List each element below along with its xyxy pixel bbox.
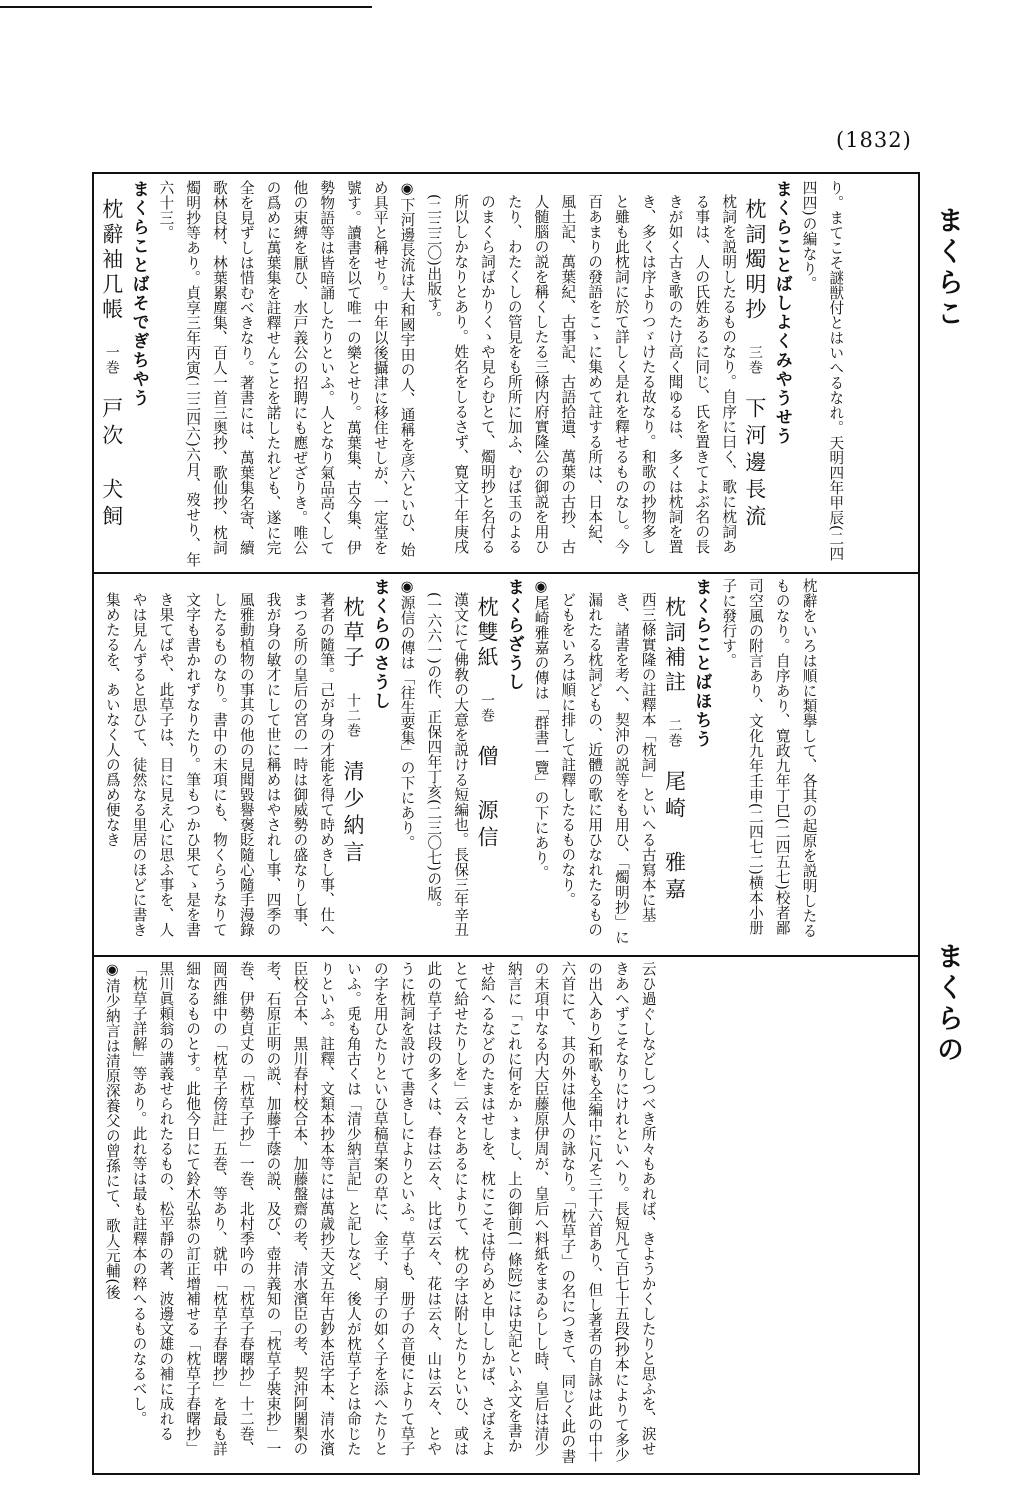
- section-divider-lower: [92, 955, 920, 957]
- entry-title-block: [661, 578, 688, 950]
- entry-author: 下河邊長流: [742, 397, 767, 532]
- top-edge-rule: [0, 6, 372, 8]
- entry-title-block: [741, 180, 768, 568]
- entry-heading-makurakotobahochuu: まくらことばほちう: [691, 578, 712, 749]
- entry-body-continuation: 云ひ過ぐしなどしつべき所々もあれば、きようかくしたりと思ふを、涙せきあへずこそなりにけれといへり。長短凡て百七十五段(抄本によりて多少の出入あり)和歌も全編中に凡そ三十六首あり、但し著者の自詠は此の中十六首にて、其の外は他人の詠なり。「枕草子」の名につきて、同じく此の書の末項中なる内大臣藤原伊周が、皇后へ料紙をまゐらしし時、皇后は清少納言に「これに何をかゝまし、上の御前(一條院)には史記といふ文を書かせ給へるなどのたまはせしを、枕にこそは侍らめと申ししかば、さばえよとて給せたりしを」云々とあるによりて、枕の字は附したりといひ、或は此の草子は段の多くは、春は云々、比ば云々、花は云々、山は云々、とやうに枕詞を設けて書きしによりといふ。草子も、册子の音便によりて草子の字を用ひたりといひ草稿草案の草に、金子、扇子の如く子を添へたりといふ。兎も角古くは「清少納言記」と記しなど、後人が枕草子とは命じたりといふ。註釋、文類本抄本等には萬歳抄天文五年古鈔本活字本、清水濱臣校合本、黒川春村校合本、加藤盤齋の考、清水濱臣の考、契沖阿闍梨の考、石原正明の説、加藤千蔭の説、及び、壺井義知の「枕草子裝束抄」一巻、伊勢貞丈の「枕草子抄」一巻、北村季吟の「枕草子春曙抄」十二巻、岡西維中の「枕草子傍註」五巻、等あり、就中「枕草子春曙抄」を最も詳細なるものとす。此他今日にて鈴木弘恭の訂正增補せる「枕草子春曙抄」黒川眞頼翁の講義せられたるもの、松平靜の著、波邊文雄の補に成れる「枕草子詳解」等あり。此れ等は最も註釋本の粹へるものなるべし。: [130, 961, 657, 1464]
- entry-author-note: ◉下河邊長流は大和國宇田の人、通稱を彦六といひ、始め具平と稱せり。中年以後攝津に移住せしが、一定堂を號す。讀書を以て唯一の樂とせり。萬葉集、古今集、伊勢物語等は皆暗誦したりといふ。人となり氣品高くして他の束縛を厭ひ、水戸義公の招聘にも應ぜざりき。唯公の爲めに萬葉集を註釋せんことを諾したれども、遂に完全を見ずしは惜むべきなり。著書には、萬葉集名寄、續歌林良材、林葉累塵集、百人一首三奥抄、歌仙抄、枕詞燭明抄等あり。貞享三年丙寅(二三四六)六月、歿せり、年六十三。: [157, 180, 416, 568]
- entry-author: 清少納言: [340, 760, 365, 868]
- entry-author: 尾崎 雅嘉: [662, 770, 687, 905]
- middle-text-column: [98, 578, 822, 950]
- entry-volumes: 一巻: [103, 345, 120, 375]
- entry-body: 枕詞を説明したるものなり。自序に曰く、歌に枕詞ある事は、人の氏姓あるに同じ、氏を置きてよぶ名の長きが如く古き歌のたけ高く聞ゆるは、多くは枕詞を置き、多くは序よりつゞけたる故なり。和歌の抄物多しと雖も此枕詞に於て詳しく是れを釋せるものなし。今百あまりの發語をこゝに集めて註する所は、日本紀、風土記、萬葉紀、古事記、古語拾遺、萬葉の古抄、古人髄腦の説を稱くしたる三條内府實隆公の御説を用ひたり、わたくしの管見をも所所に加ふ、むば玉のよるのまくら詞ばかりくゝや見らむとて、燭明抄と名付る所以しかなりとあり。姓名をしるさず、寛文十年庚戌(二三三〇)出版す。: [425, 194, 738, 554]
- entry-title: 枕詞燭明抄: [742, 198, 767, 323]
- bottom-section: [98, 961, 914, 1467]
- entry-volumes: 十二巻: [344, 693, 361, 738]
- bottom-text-column: [98, 961, 661, 1467]
- entry-body: 漢文にて佛敎の大意を説ける短編也。長保三年辛丑(一六六一)の作、正保四年丁亥(二三〇七)の版。: [425, 592, 470, 937]
- entry-heading-makuranosoushi: まくらのさうし: [369, 578, 390, 711]
- entry-heading-makurakotobasodekichou: まくらことばそでぎちやう: [128, 180, 149, 408]
- entry-author-note: ◉尾崎雅嘉の傳は「群書一覽」の下にあり。: [532, 578, 550, 881]
- entry-author: 戸次 犬飼: [99, 397, 124, 532]
- entry-title-block: [473, 578, 500, 950]
- entry-heading-makurazoushi: まくらざうし: [503, 578, 524, 692]
- running-headword-top: まくらこ: [932, 206, 963, 330]
- entry-volumes: 一巻: [478, 693, 495, 723]
- entry-author-note: ◉源信の傳は「往生要集」の下にあり。: [398, 578, 416, 851]
- running-headword-bottom: まくらの: [932, 942, 963, 1066]
- entry-title: 枕辭袖几帳: [99, 198, 124, 323]
- top-prev-entry-tail: り。まてこそ謎獣付とはいへるなれ。天明四年甲辰(二四四四)の編なり。: [800, 180, 845, 562]
- entry-heading-makurakotobashoumeishou: まくらことばしよくみやうせう: [771, 180, 792, 446]
- entry-title: 枕草子: [340, 596, 365, 671]
- middle-prev-entry-tail: 枕辭をいろは順に類擧して、各其の起原を説明したるものなり。自序あり、寛政九年丁巳(二四五七)校者鄙司空風の附言あり、文化九年壬申(二四七二)横本小册子に發行す。: [720, 578, 818, 938]
- entry-title: 枕詞補註: [662, 596, 687, 696]
- entry-title-block: [339, 578, 366, 950]
- entry-title: 枕雙紙: [474, 596, 499, 671]
- middle-section: [98, 578, 914, 950]
- top-section: [98, 180, 914, 568]
- entry-author-note: ◉清少納言は清原深養父の曾孫にて、歌人元輔(後: [103, 961, 121, 1300]
- section-divider-upper: [92, 572, 920, 574]
- entry-body: 西三條實隆の註釋本「枕詞」といへる古寫本に基き、諸書を考へ、契沖の説等をも用ひ、「燭明抄」に漏れたる枕詞どもの、近體の歌に用ひなれたるものどもをいろは順に排して註釋したるものなり。: [559, 592, 657, 945]
- entry-author: 僧 源信: [474, 745, 499, 853]
- entry-title-block: [98, 180, 125, 568]
- top-text-column: [98, 180, 848, 568]
- entry-volumes: 三巻: [746, 345, 763, 375]
- page-number: (1832): [836, 128, 912, 152]
- entry-body: 著者の隨筆。己が身の才能を得て時めきし事、仕へまつる所の皇后の宮の一時は御威勢の盛なりし事、我が身の敏才にして世に稱めはやされし事、四季の風雅動植物の事其の他の見聞毀譽褒貶隨心隨手漫錄したるものなり。書中の末項にも、物くらうなりて文字も書かれずなりたり。筆もつかひ果てゝ是を書き果てばや、此草子は、目に見え心に思ふ事を、人やは見んずると思ひて、徒然なる里居のほどに書き集めたるを、あいなく人の爲め便なき: [103, 592, 336, 937]
- entry-volumes: 二巻: [666, 718, 683, 748]
